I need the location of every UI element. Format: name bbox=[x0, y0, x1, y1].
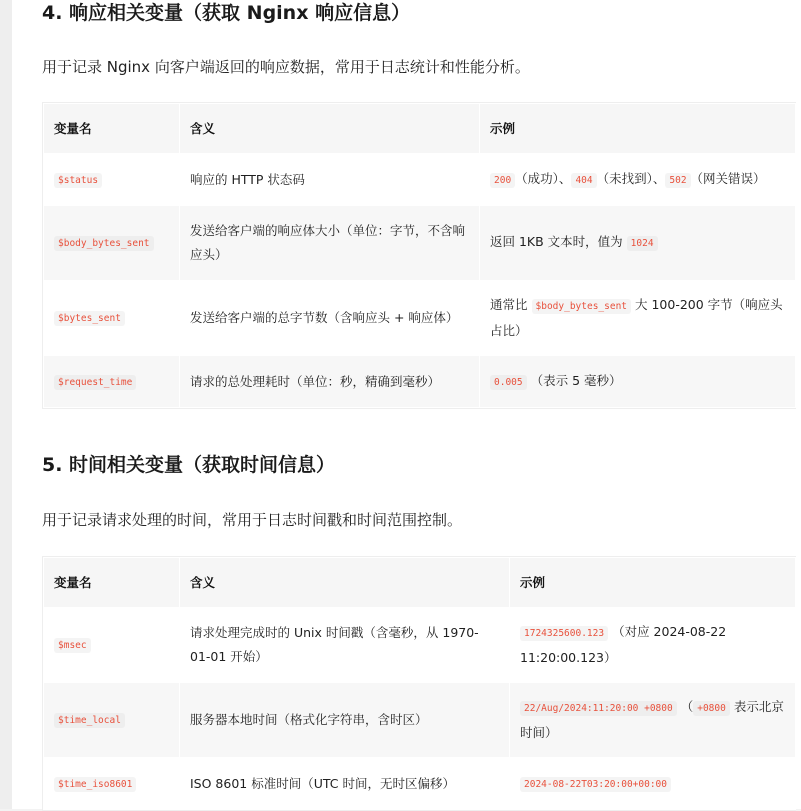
example-cell bbox=[480, 281, 796, 356]
variable-cell bbox=[44, 758, 180, 810]
variable-cell bbox=[44, 608, 180, 683]
section-5-heading: 5. 时间相关变量（获取时间信息） bbox=[42, 454, 336, 476]
variable-code: $request_time bbox=[54, 375, 136, 390]
example-text: 大 100-200 字节（响应头占比） bbox=[490, 297, 783, 338]
example-cell bbox=[480, 154, 796, 206]
column-header: 含义 bbox=[180, 104, 480, 154]
example-text: （未找到）、 bbox=[596, 170, 666, 186]
response-variables-table bbox=[42, 102, 796, 409]
variable-code: $time_iso8601 bbox=[54, 777, 136, 792]
table-row bbox=[44, 683, 796, 758]
table-row bbox=[44, 608, 796, 683]
example-cell bbox=[510, 608, 796, 683]
section-4-description: 用于记录 Nginx 向客户端返回的响应数据，常用于日志统计和性能分析。 bbox=[42, 58, 530, 76]
variable-code: $body_bytes_sent bbox=[54, 236, 154, 251]
time-variables-table bbox=[42, 556, 796, 811]
variable-cell bbox=[44, 683, 180, 758]
meaning-cell: 服务器本地时间（格式化字符串，含时区） bbox=[180, 683, 510, 758]
example-text: 通常比 bbox=[490, 297, 528, 312]
example-code: $body_bytes_sent bbox=[532, 299, 632, 314]
meaning-cell: 请求的总处理耗时（单位：秒，精确到毫秒） bbox=[180, 356, 480, 408]
meaning-cell: 发送给客户端的响应体大小（单位：字节，不含响应头） bbox=[180, 206, 480, 281]
variable-code: $status bbox=[54, 173, 102, 188]
example-code: 200 bbox=[490, 173, 515, 188]
document-page bbox=[12, 0, 801, 809]
column-header: 含义 bbox=[180, 558, 510, 608]
table-header-row bbox=[44, 558, 796, 608]
meaning-cell: 响应的 HTTP 状态码 bbox=[180, 154, 480, 206]
table-row bbox=[44, 206, 796, 281]
variable-code: $msec bbox=[54, 638, 91, 653]
example-cell bbox=[510, 683, 796, 758]
column-header: 示例 bbox=[510, 558, 796, 608]
variable-cell bbox=[44, 281, 180, 356]
column-header: 变量名 bbox=[44, 558, 180, 608]
example-code: 0.005 bbox=[490, 375, 527, 390]
example-text: （成功）、 bbox=[515, 170, 572, 186]
example-code: 22/Aug/2024:11:20:00 +0800 bbox=[520, 701, 677, 716]
example-cell bbox=[480, 206, 796, 281]
example-text: （表示 5 毫秒） bbox=[530, 372, 622, 388]
example-text: （网关错误） bbox=[690, 170, 766, 186]
variable-cell bbox=[44, 206, 180, 281]
example-code: 404 bbox=[571, 173, 596, 188]
left-gutter bbox=[0, 0, 12, 809]
meaning-cell: ISO 8601 标准时间（UTC 时间，无时区偏移） bbox=[180, 758, 510, 810]
table-header-row bbox=[44, 104, 796, 154]
example-text: 返回 1KB 文本时，值为 bbox=[490, 234, 623, 249]
example-code: 502 bbox=[665, 173, 690, 188]
variable-cell bbox=[44, 154, 180, 206]
example-code: 1024 bbox=[627, 236, 658, 251]
example-cell bbox=[510, 758, 796, 810]
table-row bbox=[44, 154, 796, 206]
section-4-heading: 4. 响应相关变量（获取 Nginx 响应信息） bbox=[42, 2, 411, 24]
section-5-description: 用于记录请求处理的时间，常用于日志时间戳和时间范围控制。 bbox=[42, 511, 463, 529]
example-code: +0800 bbox=[693, 701, 730, 716]
table-row bbox=[44, 758, 796, 810]
table-row bbox=[44, 356, 796, 408]
variable-cell bbox=[44, 356, 180, 408]
example-cell bbox=[480, 356, 796, 408]
example-code: 1724325600.123 bbox=[520, 626, 608, 641]
example-text: 表示北京时间） bbox=[520, 699, 784, 740]
column-header: 变量名 bbox=[44, 104, 180, 154]
column-header: 示例 bbox=[480, 104, 796, 154]
example-text: （ bbox=[680, 699, 694, 714]
example-text: （对应 2024-08-22 11:20:00.123） bbox=[520, 624, 727, 665]
example-code: 2024-08-22T03:20:00+00:00 bbox=[520, 777, 671, 792]
meaning-cell: 发送给客户端的总字节数（含响应头 + 响应体） bbox=[180, 281, 480, 356]
variable-code: $bytes_sent bbox=[54, 311, 125, 326]
variable-code: $time_local bbox=[54, 713, 125, 728]
meaning-cell: 请求处理完成时的 Unix 时间戳（含毫秒，从 1970-01-01 开始） bbox=[180, 608, 510, 683]
table-row bbox=[44, 281, 796, 356]
